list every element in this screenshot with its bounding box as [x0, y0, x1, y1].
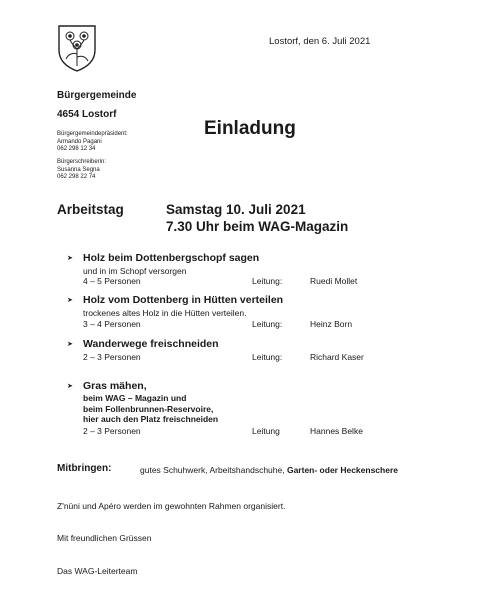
closing-note: Z'nüni und Apéro werden im gewohnten Rahmen organisiert.	[57, 501, 286, 511]
task-persons: 2 – 3 Personen	[83, 426, 141, 436]
org-address: 4654 Lostorf	[57, 109, 117, 120]
bring-items-bold: Garten- oder Heckenschere	[286, 465, 398, 475]
secretary-role: Bürgerschreiberin:	[57, 159, 107, 165]
task-lead-label: Leitung	[252, 426, 280, 436]
bring-text	[140, 465, 398, 475]
letter-date: Lostorf, den 6. Juli 2021	[269, 36, 371, 47]
bring-items: gutes Schuhwerk, Arbeitshandschuhe,	[140, 465, 285, 475]
task-lead-label: Leitung:	[252, 276, 283, 286]
task-lead-name: Heinz Born	[310, 319, 353, 329]
task-heading: Holz vom Dottenberg in Hütten verteilen	[83, 294, 284, 306]
arrow-bullet-icon: ➤	[67, 255, 73, 262]
coat-of-arms-logo	[57, 24, 97, 72]
secretary-name: Susanna Segna	[57, 166, 100, 173]
closing-greeting: Mit freundlichen Grüssen	[57, 533, 152, 543]
signature: Das WAG-Leiterteam	[57, 566, 138, 576]
task-lead-name: Richard Kaser	[310, 352, 364, 362]
task-description-line: beim Follenbrunnen-Reservoire,	[83, 403, 214, 414]
org-name: Bürgergemeinde	[57, 90, 137, 101]
task-lead-name: Ruedi Mollet	[310, 276, 358, 286]
task-description: trockenes altes Holz in die Hütten verteilen.	[83, 308, 247, 318]
page-title: Einladung	[204, 118, 296, 139]
task-lead-label: Leitung:	[252, 352, 283, 362]
task-heading: Gras mähen,	[83, 380, 147, 392]
bring-label: Mitbringen:	[57, 463, 112, 474]
task-description: und in im Schopf versorgen	[83, 266, 187, 276]
president-phone: 062 298 12 34	[57, 146, 96, 152]
task-persons: 4 – 5 Personen	[83, 276, 141, 286]
event-time-place: 7.30 Uhr beim WAG-Magazin	[166, 219, 349, 234]
task-heading: Holz beim Dottenbergschopf sagen	[83, 252, 260, 264]
arrow-bullet-icon: ➤	[67, 383, 73, 390]
task-persons: 3 – 4 Personen	[83, 319, 141, 329]
task-persons: 2 – 3 Personen	[83, 352, 141, 362]
task-lead-name: Hannes Belke	[310, 426, 363, 436]
event-label: Arbeitstag	[57, 202, 124, 217]
president-name: Armando Pagani	[57, 138, 102, 145]
president-role: Bürgergemeindepräsident:	[57, 131, 128, 137]
secretary-phone: 062 298 22 74	[57, 174, 96, 180]
task-lead-label: Leitung:	[252, 319, 283, 329]
arrow-bullet-icon: ➤	[67, 341, 73, 348]
task-description-line: beim WAG – Magazin und	[83, 393, 187, 403]
event-date: Samstag 10. Juli 2021	[166, 202, 306, 217]
arrow-bullet-icon: ➤	[67, 297, 73, 304]
task-heading: Wanderwege freischneiden	[83, 338, 219, 350]
task-description-line: hier auch den Platz freischneiden	[83, 414, 219, 424]
